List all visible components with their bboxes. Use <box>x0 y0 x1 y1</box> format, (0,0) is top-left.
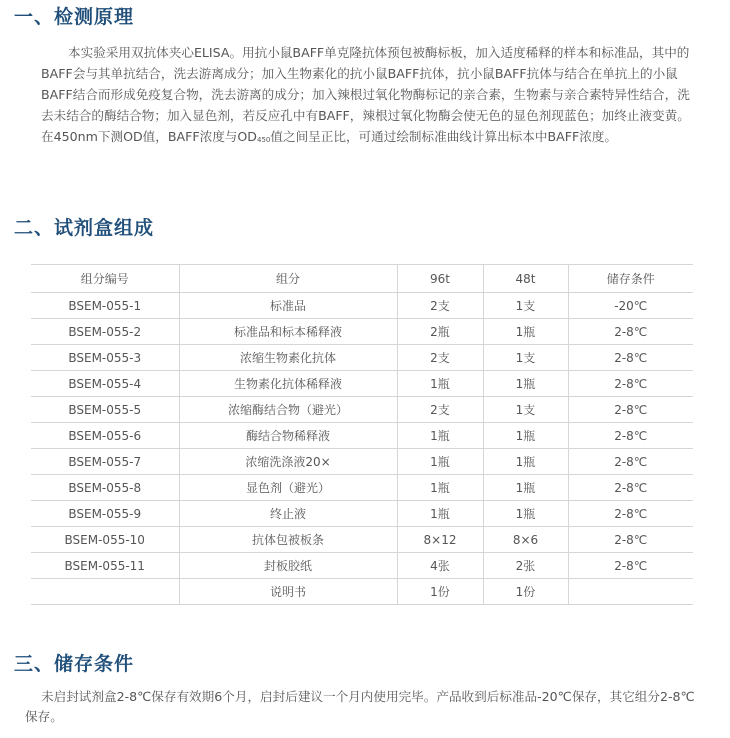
table-cell: BSEM-055-10 <box>31 527 179 553</box>
table-cell: BSEM-055-6 <box>31 423 179 449</box>
table-cell: BSEM-055-3 <box>31 345 179 371</box>
table-cell: 2-8℃ <box>568 345 693 371</box>
table-cell: 1瓶 <box>397 501 483 527</box>
table-cell: 说明书 <box>179 579 397 605</box>
principle-text-end: 值之间呈正比，可通过绘制标准曲线计算出标本中BAFF浓度。 <box>270 129 617 144</box>
table-cell: 1份 <box>483 579 568 605</box>
table-cell: BSEM-055-4 <box>31 371 179 397</box>
principle-text: 本实验采用双抗体夹心ELISA。用抗小鼠BAFF单克隆抗体预包被酶标板，加入适度稀释的样本和标准品，其中的BAFF会与其单抗结合，洗去游离成分；加入生物素化的抗小鼠BAFF抗体，抗小鼠BAFF抗体与结合在单抗上的小鼠BAFF结合而形成免疫复合物，洗去游离的成分；加入辣根过氧化物酶标记的亲合素，生物素与亲合素特异性结合，洗去未结合的酶结合物；加入显色剂，若反应孔中有BAFF，辣根过氧化物酶会使无色的显色剂现蓝色；加终止液变黄。在450nm下测OD值，BAFF浓度与OD <box>41 45 690 144</box>
table-cell: 浓缩洗涤液20× <box>179 449 397 475</box>
table-cell: 2-8℃ <box>568 319 693 345</box>
table-row <box>31 397 693 423</box>
table-cell <box>31 579 179 605</box>
table-cell: 2-8℃ <box>568 475 693 501</box>
table-cell: 2-8℃ <box>568 553 693 579</box>
table-cell: 1瓶 <box>483 501 568 527</box>
table-row <box>31 475 693 501</box>
table-cell: 标准品和标本稀释液 <box>179 319 397 345</box>
table-row <box>31 319 693 345</box>
table-cell: BSEM-055-2 <box>31 319 179 345</box>
table-cell: 1瓶 <box>397 449 483 475</box>
table-cell: -20℃ <box>568 293 693 319</box>
table-cell: 1份 <box>397 579 483 605</box>
table-row <box>31 293 693 319</box>
table-row <box>31 449 693 475</box>
header-cell: 96t <box>397 265 483 293</box>
table-row <box>31 423 693 449</box>
table-cell: 浓缩酶结合物（避光） <box>179 397 397 423</box>
table-cell: 1瓶 <box>397 475 483 501</box>
table-cell: 2-8℃ <box>568 423 693 449</box>
principle-paragraph <box>41 42 701 151</box>
table-cell: BSEM-055-8 <box>31 475 179 501</box>
principle-subscript: 450 <box>257 136 271 144</box>
section-title-storage: 三、储存条件 <box>14 653 135 675</box>
table-cell: 抗体包被板条 <box>179 527 397 553</box>
table-cell: 标准品 <box>179 293 397 319</box>
table-cell: 酶结合物稀释液 <box>179 423 397 449</box>
table-cell: 1瓶 <box>397 423 483 449</box>
table-cell: 2-8℃ <box>568 397 693 423</box>
table-cell: 2张 <box>483 553 568 579</box>
header-cell: 组分 <box>179 265 397 293</box>
table-cell: 1支 <box>483 345 568 371</box>
table-cell: 4张 <box>397 553 483 579</box>
table-row <box>31 527 693 553</box>
table-cell: 2-8℃ <box>568 501 693 527</box>
table-cell: 1瓶 <box>483 475 568 501</box>
table-cell: 8×12 <box>397 527 483 553</box>
table-cell: 2支 <box>397 345 483 371</box>
table-cell: BSEM-055-5 <box>31 397 179 423</box>
table-row <box>31 553 693 579</box>
table-cell: 2-8℃ <box>568 371 693 397</box>
table-cell: 8×6 <box>483 527 568 553</box>
table-cell: 浓缩生物素化抗体 <box>179 345 397 371</box>
table-cell: 封板胶纸 <box>179 553 397 579</box>
table-cell: 终止液 <box>179 501 397 527</box>
table-cell: 1支 <box>483 397 568 423</box>
section-title-kit: 二、试剂盒组成 <box>14 217 155 239</box>
table-cell: 2-8℃ <box>568 527 693 553</box>
kit-components-table <box>31 264 693 605</box>
table-header-row <box>31 265 693 293</box>
section-title-principle: 一、检测原理 <box>14 6 135 28</box>
table-cell: 生物素化抗体稀释液 <box>179 371 397 397</box>
table-cell <box>568 579 693 605</box>
storage-paragraph: 未启封试剂盒2-8℃保存有效期6个月，启封后建议一个月内使用完毕。产品收到后标准品-20℃保存，其它组分2-8℃保存。 <box>25 689 695 724</box>
table-cell: 2-8℃ <box>568 449 693 475</box>
table-cell: 显色剂（避光） <box>179 475 397 501</box>
table-cell: BSEM-055-9 <box>31 501 179 527</box>
table-row <box>31 371 693 397</box>
table-cell: 1瓶 <box>483 423 568 449</box>
table-cell: BSEM-055-11 <box>31 553 179 579</box>
table-row <box>31 501 693 527</box>
table-row <box>31 345 693 371</box>
table-cell: 2瓶 <box>397 319 483 345</box>
table-cell: 1瓶 <box>483 319 568 345</box>
table-cell: 1瓶 <box>483 449 568 475</box>
header-cell: 组分编号 <box>31 265 179 293</box>
table-cell: 1瓶 <box>397 371 483 397</box>
table-cell: 2支 <box>397 293 483 319</box>
header-cell: 48t <box>483 265 568 293</box>
table-cell: 1支 <box>483 293 568 319</box>
table-row <box>31 579 693 605</box>
table-cell: 2支 <box>397 397 483 423</box>
table-cell: BSEM-055-7 <box>31 449 179 475</box>
table-cell: 1瓶 <box>483 371 568 397</box>
table-cell: BSEM-055-1 <box>31 293 179 319</box>
header-cell: 储存条件 <box>568 265 693 293</box>
